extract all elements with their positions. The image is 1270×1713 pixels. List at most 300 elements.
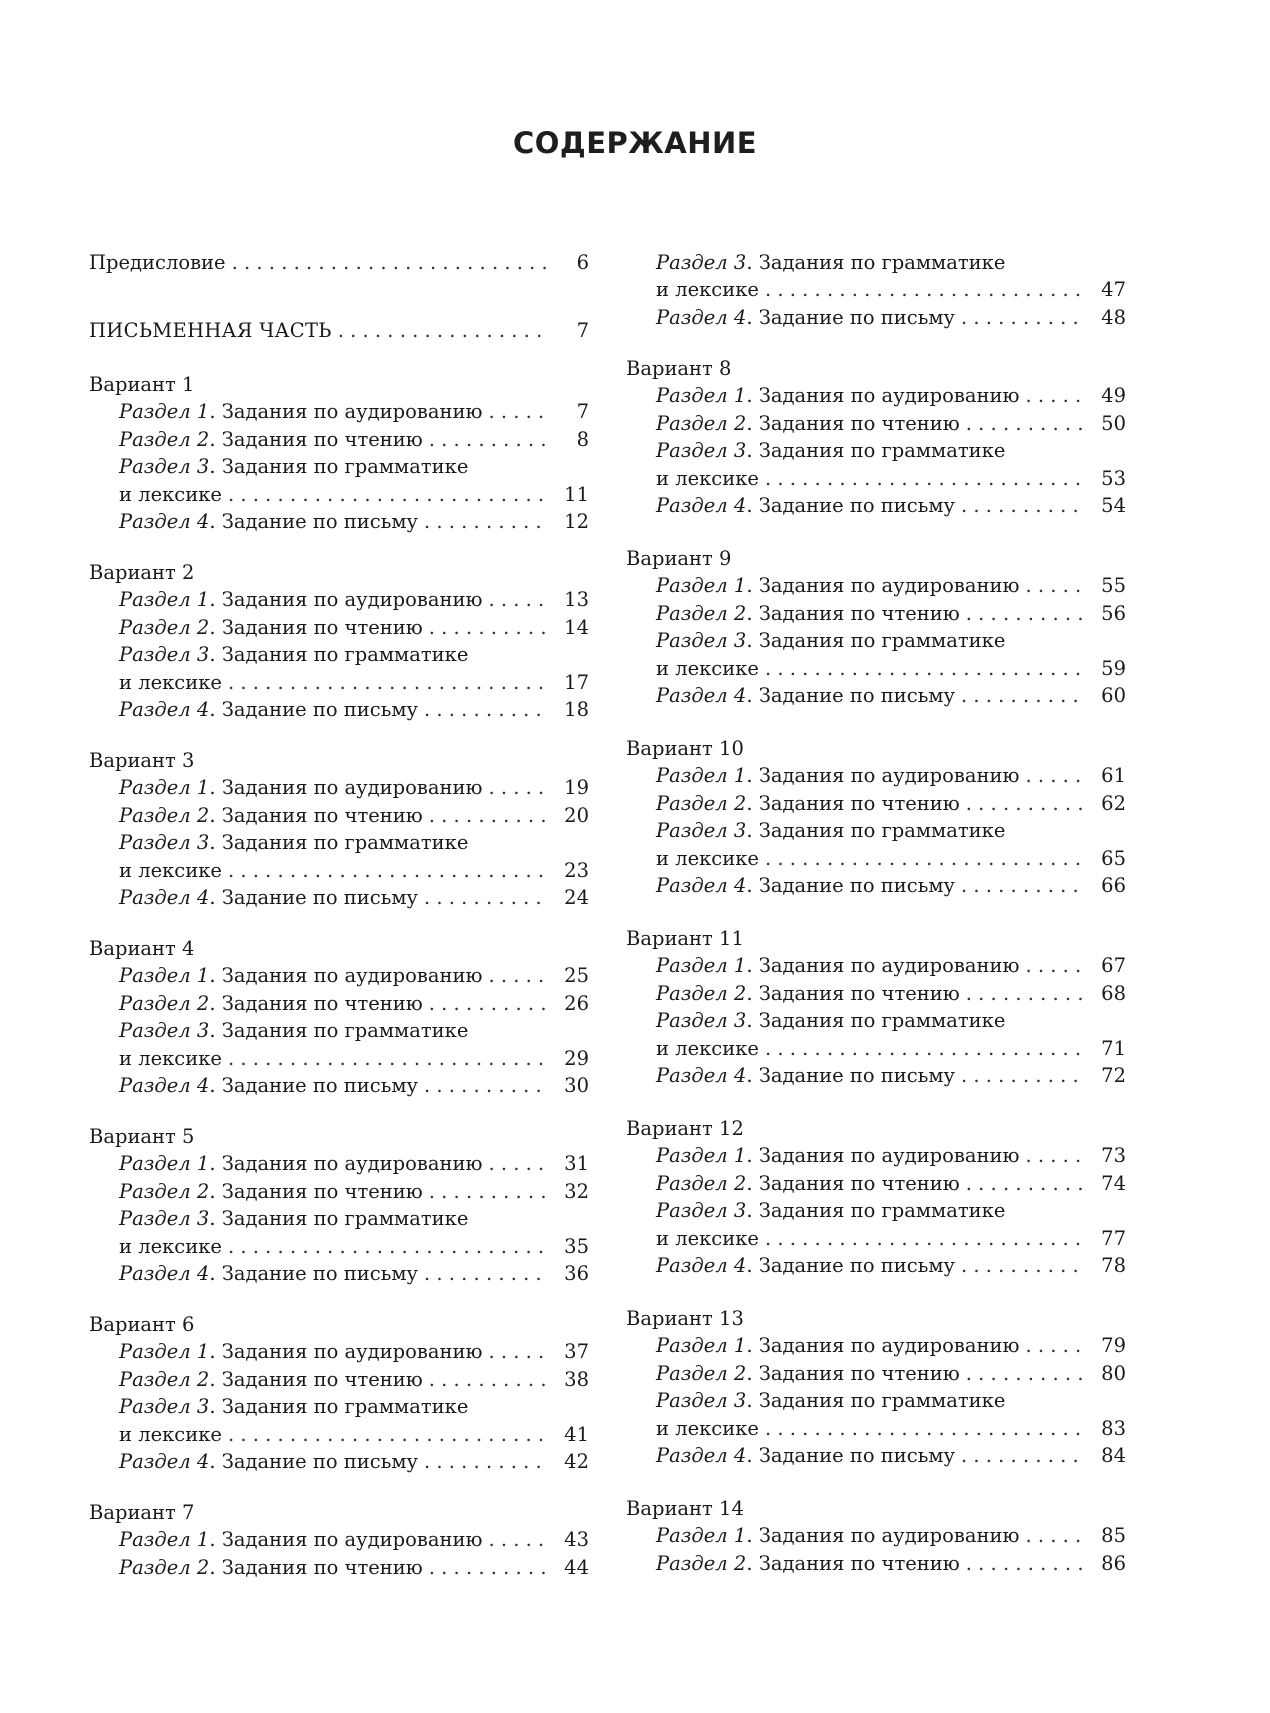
variant-heading-text <box>89 935 194 963</box>
toc-entry <box>119 1045 589 1073</box>
page-number: 18 <box>564 698 589 721</box>
dot-leader <box>228 1045 547 1073</box>
toc-entry-text: Раздел 4. Задание по письму <box>656 494 955 517</box>
variant-heading-label: Вариант 12 <box>626 1117 744 1140</box>
toc-entry-label: Задания по грамматике <box>221 455 469 479</box>
toc-entry <box>656 600 1126 628</box>
variant-heading <box>89 559 589 587</box>
toc-entry <box>656 249 1126 277</box>
toc-entry-label: Задание по письму <box>758 684 955 707</box>
dot-leader <box>966 1170 1084 1198</box>
dot-leader <box>1025 1522 1084 1550</box>
toc-entry-label: Задания по чтению <box>221 803 423 827</box>
toc-entry-text: Раздел 1. Задания по аудированию <box>656 1524 1020 1548</box>
toc-entry-text: Раздел 1. Задания по аудированию <box>119 588 483 612</box>
page-number: 66 <box>1101 874 1126 897</box>
section-word: Раздел <box>119 400 191 424</box>
section-word: Раздел <box>656 1171 728 1195</box>
dot-leader <box>966 600 1084 628</box>
dot-leader <box>228 1421 547 1449</box>
toc-entry <box>656 1007 1126 1035</box>
toc-written-part <box>89 317 589 345</box>
section-word: Раздел <box>656 819 728 843</box>
dot-leader <box>765 465 1084 493</box>
variant-heading <box>89 371 589 399</box>
page-number: 36 <box>564 1262 589 1285</box>
page-number: 67 <box>1101 954 1126 978</box>
page-number: 6 <box>576 251 589 274</box>
toc-entry-text: Раздел 2. Задания по чтению <box>656 411 960 435</box>
toc-entry-text: Раздел 2. Задания по чтению <box>119 991 423 1015</box>
variant-heading-label: Вариант 2 <box>89 561 195 584</box>
page-number: 78 <box>1101 1254 1126 1277</box>
toc-entry-text: Раздел 4. Задание по письму <box>119 510 418 533</box>
toc-entry-label: Задания по чтению <box>758 1171 960 1195</box>
toc-entry-label: Задания по чтению <box>758 981 960 1005</box>
section-word: Раздел <box>656 684 728 707</box>
section-word: Раздел <box>119 1207 191 1231</box>
dot-leader <box>966 1360 1084 1388</box>
dot-leader <box>429 802 547 830</box>
variant-heading-label: Вариант 8 <box>626 357 732 380</box>
toc-entry <box>119 1421 589 1449</box>
page-number: 53 <box>1101 466 1126 490</box>
toc-entry-text: Раздел 1. Задания по аудированию <box>119 964 483 988</box>
section-word: Раздел <box>119 1367 191 1391</box>
toc-entry <box>656 1415 1126 1443</box>
section-word: Раздел <box>656 1254 728 1277</box>
page-number: 24 <box>564 886 589 909</box>
section-word: Раздел <box>119 588 191 612</box>
toc-entry-text: Раздел 2. Задания по чтению <box>119 1555 423 1579</box>
dot-leader <box>424 1448 547 1476</box>
section-word: Раздел <box>656 1551 728 1575</box>
variant-heading <box>89 1311 589 1339</box>
section-word: Раздел <box>119 1262 191 1285</box>
toc-entry-label: и лексике <box>656 1226 759 1250</box>
page-number: 74 <box>1101 1171 1126 1195</box>
section-word: Раздел <box>656 981 728 1005</box>
toc-entry-text: Раздел 4. Задание по письму <box>656 1064 955 1087</box>
section-word: Раздел <box>656 574 728 598</box>
toc-entry-text: Раздел 3. Задания по грамматике <box>656 1389 1006 1413</box>
section-word: Раздел <box>656 601 728 625</box>
toc-entry-label: Задание по письму <box>221 886 418 909</box>
variant-heading-label: Вариант 1 <box>89 373 195 396</box>
dot-leader <box>338 317 547 345</box>
dot-leader <box>961 1062 1084 1090</box>
toc-entry-text <box>119 481 222 509</box>
variant-heading <box>89 747 589 775</box>
page-number: 12 <box>564 510 589 533</box>
toc-entry-text: Раздел 3. Задания по грамматике <box>656 439 1006 463</box>
toc-entry-text <box>656 1225 759 1253</box>
toc-entry-label: Задание по письму <box>221 510 418 533</box>
toc-entry-text: Раздел 3. Задания по грамматике <box>656 251 1006 274</box>
page-number: 65 <box>1101 846 1126 870</box>
toc-entry <box>119 802 589 830</box>
toc-entry <box>656 682 1126 710</box>
toc-entry-text: Раздел 2. Задания по чтению <box>119 615 423 639</box>
toc-entry-label: Задания по грамматике <box>758 1009 1006 1033</box>
section-word: Раздел <box>119 615 191 639</box>
section-word: Раздел <box>656 439 728 463</box>
toc-entry <box>656 790 1126 818</box>
page-number: 31 <box>564 1152 589 1176</box>
variant-heading-label: Вариант 4 <box>89 937 195 960</box>
dot-leader <box>228 1233 547 1261</box>
dot-leader <box>429 426 547 454</box>
toc-entry <box>119 508 589 536</box>
dot-leader <box>961 304 1084 332</box>
toc-entry-label: Задание по письму <box>221 698 418 721</box>
page-number: 32 <box>564 1179 589 1203</box>
toc-entry-text <box>656 276 759 304</box>
toc-entry-text: Раздел 1. Задания по аудированию <box>119 1528 483 1552</box>
toc-entry <box>656 845 1126 873</box>
section-word: Раздел <box>119 1152 191 1176</box>
toc-entry-text <box>656 465 759 493</box>
variant-heading-text <box>626 925 744 953</box>
toc-entry-label: Задания по аудированию <box>758 1524 1020 1548</box>
page-number: 14 <box>564 615 589 639</box>
page-number: 68 <box>1101 981 1126 1005</box>
dot-leader <box>765 1225 1084 1253</box>
dot-leader <box>966 980 1084 1008</box>
toc-entry <box>656 1332 1126 1360</box>
page-title: СОДЕРЖАНИЕ <box>512 126 758 160</box>
section-word: Раздел <box>119 1450 191 1473</box>
toc-entry <box>119 1526 589 1554</box>
section-word: Раздел <box>656 305 728 329</box>
toc-entry-label: и лексике <box>656 1416 759 1440</box>
section-word: Раздел <box>119 643 191 667</box>
toc-entry <box>656 304 1126 332</box>
section-word: Раздел <box>119 510 191 533</box>
dot-leader <box>232 249 547 277</box>
toc-entry <box>119 1338 589 1366</box>
toc-entry-text <box>656 1415 759 1443</box>
section-word: Раздел <box>656 791 728 815</box>
page-number: 50 <box>1101 411 1126 435</box>
section-word: Раздел <box>656 874 728 897</box>
toc-entry <box>656 1035 1126 1063</box>
variant-heading-text <box>626 1115 744 1143</box>
toc-entry-label: Задание по письму <box>758 1254 955 1277</box>
toc-entry-label: и лексике <box>119 1234 222 1258</box>
variant-heading-label: Вариант 14 <box>626 1497 744 1520</box>
dot-leader <box>228 669 547 697</box>
toc-entry-label: Задания по аудированию <box>758 1144 1020 1168</box>
page-number: 26 <box>564 991 589 1015</box>
dot-leader <box>488 1338 547 1366</box>
variant-heading-text <box>626 1305 744 1333</box>
dot-leader <box>424 508 547 536</box>
toc-entry-text: Раздел 4. Задание по письму <box>119 1262 418 1285</box>
toc-entry-text: Раздел 2. Задания по чтению <box>656 1171 960 1195</box>
toc-entry-text: Раздел 2. Задания по чтению <box>656 1551 960 1575</box>
variant-heading-label: Вариант 13 <box>626 1307 744 1330</box>
page-number: 43 <box>564 1528 589 1552</box>
toc-entry-label: и лексике <box>656 656 759 680</box>
toc-preface <box>89 249 589 277</box>
dot-leader <box>228 481 547 509</box>
toc-entry-label: Задание по письму <box>221 1450 418 1473</box>
toc-entry <box>119 1393 589 1421</box>
toc-entry-label: Задания по чтению <box>758 601 960 625</box>
toc-entry-text: Раздел 1. Задания по аудированию <box>656 764 1020 788</box>
toc-entry-label: и лексике <box>656 1036 759 1060</box>
toc-entry-label: и лексике <box>656 278 759 302</box>
toc-entry-label: Задание по письму <box>221 1262 418 1285</box>
toc-entry-text <box>119 1045 222 1073</box>
dot-leader <box>1025 762 1084 790</box>
dot-leader <box>488 1526 547 1554</box>
toc-entry <box>119 1178 589 1206</box>
page-number: 29 <box>564 1046 589 1070</box>
toc-entry-label: и лексике <box>656 466 759 490</box>
toc-entry <box>119 398 589 426</box>
toc-entry-text: Раздел 4. Задание по письму <box>119 1074 418 1097</box>
variant-heading-label: Вариант 10 <box>626 737 744 760</box>
section-word: Раздел <box>656 384 728 408</box>
dot-leader <box>228 857 547 885</box>
toc-entry-text: Раздел 1. Задания по аудированию <box>656 954 1020 978</box>
toc-entry-label: Задание по письму <box>221 1074 418 1097</box>
toc-entry-text: Раздел 4. Задание по письму <box>119 1450 418 1473</box>
toc-entry <box>119 1150 589 1178</box>
dot-leader <box>765 845 1084 873</box>
toc-entry <box>119 857 589 885</box>
toc-entry-label: Задания по чтению <box>221 1179 423 1203</box>
variant-heading <box>626 1305 1126 1333</box>
toc-entry-label: Задания по чтению <box>221 1555 423 1579</box>
section-word: Раздел <box>656 1361 728 1385</box>
section-word: Раздел <box>656 1524 728 1548</box>
page-number: 84 <box>1101 1444 1126 1467</box>
toc-entry <box>656 1442 1126 1470</box>
page-number: 60 <box>1101 684 1126 707</box>
page-number: 79 <box>1101 1334 1126 1358</box>
toc-entry-label: Задания по чтению <box>221 427 423 451</box>
toc-entry-text: Раздел 1. Задания по аудированию <box>119 776 483 800</box>
toc-entry-text: Раздел 3. Задания по грамматике <box>119 1207 469 1231</box>
toc-entry <box>119 669 589 697</box>
toc-entry <box>656 1522 1126 1550</box>
section-word: Раздел <box>119 831 191 855</box>
section-word: Раздел <box>656 1064 728 1087</box>
toc-entry-text <box>119 857 222 885</box>
dot-leader <box>488 774 547 802</box>
dot-leader <box>488 1150 547 1178</box>
variant-heading <box>89 935 589 963</box>
toc-entry-text: Раздел 3. Задания по грамматике <box>119 643 469 667</box>
dot-leader <box>1025 1332 1084 1360</box>
variant-heading-label: Вариант 6 <box>89 1313 195 1336</box>
toc-entry <box>119 1366 589 1394</box>
page-number: 20 <box>564 803 589 827</box>
toc-entry <box>119 696 589 724</box>
toc-entry <box>656 817 1126 845</box>
toc-entry <box>119 1260 589 1288</box>
toc-entry-label: Задание по письму <box>758 1064 955 1087</box>
dot-leader <box>1025 382 1084 410</box>
toc-entry-text: Раздел 1. Задания по аудированию <box>656 574 1020 598</box>
section-word: Раздел <box>119 1395 191 1419</box>
toc-entry <box>656 1550 1126 1578</box>
toc-entry <box>656 276 1126 304</box>
toc-entry-label: Задания по чтению <box>221 1367 423 1391</box>
section-word: Раздел <box>119 427 191 451</box>
toc-entry-label: Задания по грамматике <box>758 251 1006 274</box>
variant-heading <box>626 925 1126 953</box>
page-number: 62 <box>1101 791 1126 815</box>
page-number: 35 <box>564 1234 589 1258</box>
toc-entry-text: Раздел 2. Задания по чтению <box>119 1367 423 1391</box>
toc-entry-label: Задания по аудированию <box>758 954 1020 978</box>
toc-entry-text: Раздел 1. Задания по аудированию <box>656 1144 1020 1168</box>
page-number: 38 <box>564 1367 589 1391</box>
dot-leader <box>966 410 1084 438</box>
toc-entry-label: Задания по аудированию <box>221 400 483 424</box>
variant-heading-label: Вариант 5 <box>89 1125 195 1148</box>
variant-heading-label: Вариант 3 <box>89 749 195 772</box>
toc-entry-label: Задания по аудированию <box>758 1334 1020 1358</box>
toc-entry-label: Задания по чтению <box>758 1361 960 1385</box>
toc-entry-label: Задания по аудированию <box>221 1340 483 1364</box>
toc-entry <box>119 453 589 481</box>
page-number: 55 <box>1101 574 1126 598</box>
dot-leader <box>429 1366 547 1394</box>
dot-leader <box>765 655 1084 683</box>
toc-entry <box>656 382 1126 410</box>
toc-entry <box>119 962 589 990</box>
toc-entry-label: Задания по аудированию <box>221 776 483 800</box>
toc-entry-text: Раздел 3. Задания по грамматике <box>119 455 469 479</box>
dot-leader <box>961 872 1084 900</box>
toc-entry-text: Раздел 3. Задания по грамматике <box>656 1009 1006 1033</box>
page-number: 37 <box>564 1340 589 1364</box>
variant-heading-label: Вариант 7 <box>89 1501 195 1524</box>
toc-entry-label: Задание по письму <box>758 1444 955 1467</box>
dot-leader <box>424 1072 547 1100</box>
dot-leader <box>429 1178 547 1206</box>
section-word: Раздел <box>119 1019 191 1043</box>
section-word: Раздел <box>656 1444 728 1467</box>
toc-entry <box>656 627 1126 655</box>
toc-entry-text: Раздел 4. Задание по письму <box>656 1254 955 1277</box>
page-number: 44 <box>564 1555 589 1579</box>
page-number: 85 <box>1101 1524 1126 1548</box>
page-number: 11 <box>564 482 589 506</box>
toc-entry-text: Раздел 2. Задания по чтению <box>119 427 423 451</box>
section-word: Раздел <box>656 1144 728 1168</box>
section-word: Раздел <box>656 1389 728 1413</box>
page-number: 49 <box>1101 384 1126 408</box>
page-number: 77 <box>1101 1226 1126 1250</box>
toc-entry-text: Раздел 1. Задания по аудированию <box>656 1334 1020 1358</box>
toc-entry-text: Раздел 2. Задания по чтению <box>656 1361 960 1385</box>
toc-entry-label: Задания по аудированию <box>221 964 483 988</box>
toc-written-part-label: ПИСЬМЕННАЯ ЧАСТЬ <box>89 319 332 342</box>
dot-leader <box>961 1442 1084 1470</box>
dot-leader <box>488 398 547 426</box>
page-number: 73 <box>1101 1144 1126 1168</box>
page-number: 42 <box>564 1450 589 1473</box>
toc-entry-text: Раздел 4. Задание по письму <box>656 874 955 897</box>
page-number: 8 <box>576 427 589 451</box>
variant-heading <box>626 1495 1126 1523</box>
toc-entry-text <box>656 845 759 873</box>
section-word: Раздел <box>656 1009 728 1033</box>
toc-entry <box>119 884 589 912</box>
page-number: 47 <box>1101 278 1126 302</box>
page-number: 41 <box>564 1422 589 1446</box>
toc-entry <box>119 774 589 802</box>
toc-entry-text: Раздел 2. Задания по чтению <box>656 601 960 625</box>
dot-leader <box>765 276 1084 304</box>
toc-entry-label: Задания по чтению <box>758 791 960 815</box>
toc-entry <box>119 641 589 669</box>
dot-leader <box>1025 1142 1084 1170</box>
toc-entry-label: Задания по грамматике <box>221 831 469 855</box>
variant-heading-text <box>89 371 194 399</box>
toc-entry-label: Задания по аудированию <box>758 764 1020 788</box>
section-word: Раздел <box>119 1555 191 1579</box>
dot-leader <box>966 790 1084 818</box>
dot-leader <box>961 1252 1084 1280</box>
toc-entry-text <box>656 1035 759 1063</box>
toc-entry <box>656 1142 1126 1170</box>
section-word: Раздел <box>119 1179 191 1203</box>
variant-heading-text <box>89 1123 194 1151</box>
section-word: Раздел <box>656 764 728 788</box>
toc-entry <box>656 655 1126 683</box>
toc-entry <box>119 990 589 1018</box>
toc-entry-label: и лексике <box>119 1046 222 1070</box>
toc-entry-label: Задания по грамматике <box>758 439 1006 463</box>
toc-entry-text: Раздел 4. Задание по письму <box>656 1444 955 1467</box>
toc-entry <box>656 952 1126 980</box>
toc-entry-label: Задания по грамматике <box>758 629 1006 653</box>
toc-entry-label: и лексике <box>119 1422 222 1446</box>
variant-heading <box>626 355 1126 383</box>
toc-entry <box>656 980 1126 1008</box>
toc-entry-label: Задания по грамматике <box>758 1389 1006 1413</box>
dot-leader <box>488 962 547 990</box>
dot-leader <box>1025 952 1084 980</box>
toc-entry-label: Задания по аудированию <box>221 588 483 612</box>
page-number: 80 <box>1101 1361 1126 1385</box>
toc-entry <box>656 1170 1126 1198</box>
toc-preface-label: Предисловие <box>89 251 226 274</box>
toc-entry-label: и лексике <box>656 846 759 870</box>
page-number: 61 <box>1101 764 1126 788</box>
toc-entry-label: Задания по чтению <box>221 615 423 639</box>
toc-entry-label: Задания по аудированию <box>221 1528 483 1552</box>
toc-entry-label: Задание по письму <box>758 305 955 329</box>
dot-leader <box>765 1035 1084 1063</box>
toc-entry-text: Раздел 2. Задания по чтению <box>656 981 960 1005</box>
variant-heading <box>89 1123 589 1151</box>
toc-preface-text <box>89 249 226 277</box>
page-number: 86 <box>1101 1551 1126 1575</box>
variant-heading <box>626 1115 1126 1143</box>
toc-entry <box>119 586 589 614</box>
toc-entry-text <box>119 1233 222 1261</box>
dot-leader <box>429 990 547 1018</box>
toc-entry-label: Задания по чтению <box>758 411 960 435</box>
